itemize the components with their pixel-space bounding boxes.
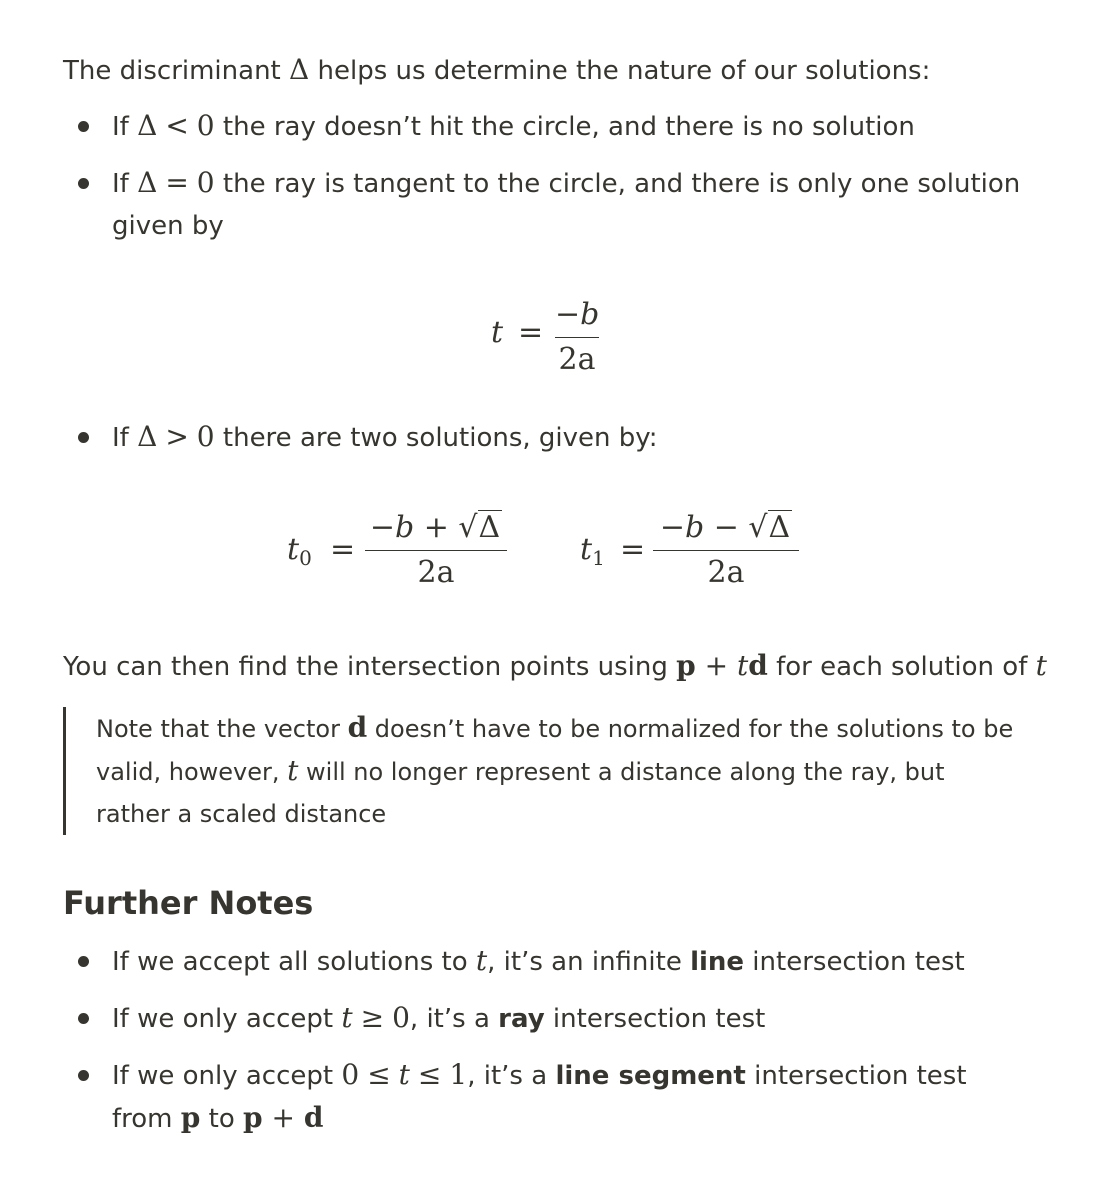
- math-inline: 0 ≤ t ≤ 1: [341, 1058, 468, 1091]
- intro-text-before: The discriminant: [63, 56, 290, 86]
- keyword-line-segment: line segment: [555, 1061, 746, 1091]
- bullet-icon: [78, 121, 89, 132]
- eq-lhs: $t_0$: [287, 532, 312, 570]
- eq-equals: =: [518, 315, 544, 350]
- case-math: Δ < 0: [137, 109, 215, 142]
- bullet-icon: [78, 956, 89, 967]
- further-notes-list: [0, 940, 1101, 1140]
- delta-symbol: Δ: [289, 53, 310, 86]
- discriminant-cases-list: [0, 105, 1101, 247]
- case-text: the ray doesn’t hit the circle, and there is no solution: [214, 112, 915, 142]
- case-text: there are two solutions, given by:: [214, 423, 658, 453]
- keyword-ray: ray: [498, 1004, 545, 1034]
- case-prefix: If: [112, 112, 138, 142]
- eq-lhs: $t_1$: [580, 532, 605, 570]
- fraction-bar: [555, 337, 599, 338]
- list-item: If we only accept t ≥ 0, it’s a ray intersection test: [0, 997, 1101, 1040]
- fraction-bar: [365, 550, 507, 551]
- fraction-bar: [653, 550, 799, 551]
- bullet-icon: [78, 1070, 89, 1081]
- list-item: If we accept all solutions to t, it’s an infinite line intersection test: [0, 940, 1101, 983]
- intro-paragraph: [63, 50, 930, 91]
- subscript: 0: [299, 546, 312, 570]
- fraction: [555, 295, 599, 380]
- discriminant-cases-list-cont: [0, 416, 1101, 459]
- sqrt-icon: √: [748, 510, 768, 545]
- fraction: [365, 508, 507, 593]
- fraction-numerator: −b: [555, 297, 600, 332]
- bullet-icon: [78, 432, 89, 443]
- intersection-paragraph: You can then find the intersection points using p + td for each solution of t: [63, 649, 1047, 682]
- case-prefix: If: [112, 423, 138, 453]
- radicand: Δ: [768, 510, 791, 545]
- fraction: [653, 508, 799, 593]
- case-math: Δ > 0: [137, 420, 215, 453]
- subscript: 1: [592, 546, 605, 570]
- case-two-solutions: [0, 416, 1101, 459]
- case-one-solution: [0, 162, 1101, 247]
- list-item: If we only accept 0 ≤ t ≤ 1, it’s a line segment intersection test from p to p + d: [0, 1054, 1101, 1140]
- further-notes-heading: Further Notes: [63, 884, 314, 922]
- note-blockquote: Note that the vector d doesn’t have to be normalized for the solutions to be valid, however, t will no longer represent a distance along the ray, but rather a scaled distance: [63, 707, 1023, 835]
- keyword-line: line: [690, 947, 745, 977]
- fraction-numerator: −b − √Δ: [659, 510, 791, 545]
- fraction-denominator: 2a: [707, 555, 745, 590]
- bullet-icon: [78, 1013, 89, 1024]
- sqrt-icon: √: [458, 510, 478, 545]
- case-no-solution: [0, 105, 1101, 148]
- eq-lhs: t: [491, 315, 504, 350]
- fraction-denominator: 2a: [417, 555, 455, 590]
- fraction-denominator: 2a: [558, 342, 596, 377]
- radicand: Δ: [478, 510, 501, 545]
- fraction-numerator: −b + √Δ: [369, 510, 501, 545]
- eq-equals: =: [330, 532, 356, 567]
- eq-equals: =: [620, 532, 646, 567]
- case-math: Δ = 0: [137, 166, 215, 199]
- math-inline: t ≥ 0: [341, 1001, 410, 1034]
- intro-text-after: helps us determine the nature of our solutions:: [309, 56, 931, 86]
- bullet-icon: [78, 178, 89, 189]
- case-prefix: If: [112, 169, 138, 199]
- case-text: the ray is tangent to the circle, and there is only one solution given by: [112, 169, 1021, 241]
